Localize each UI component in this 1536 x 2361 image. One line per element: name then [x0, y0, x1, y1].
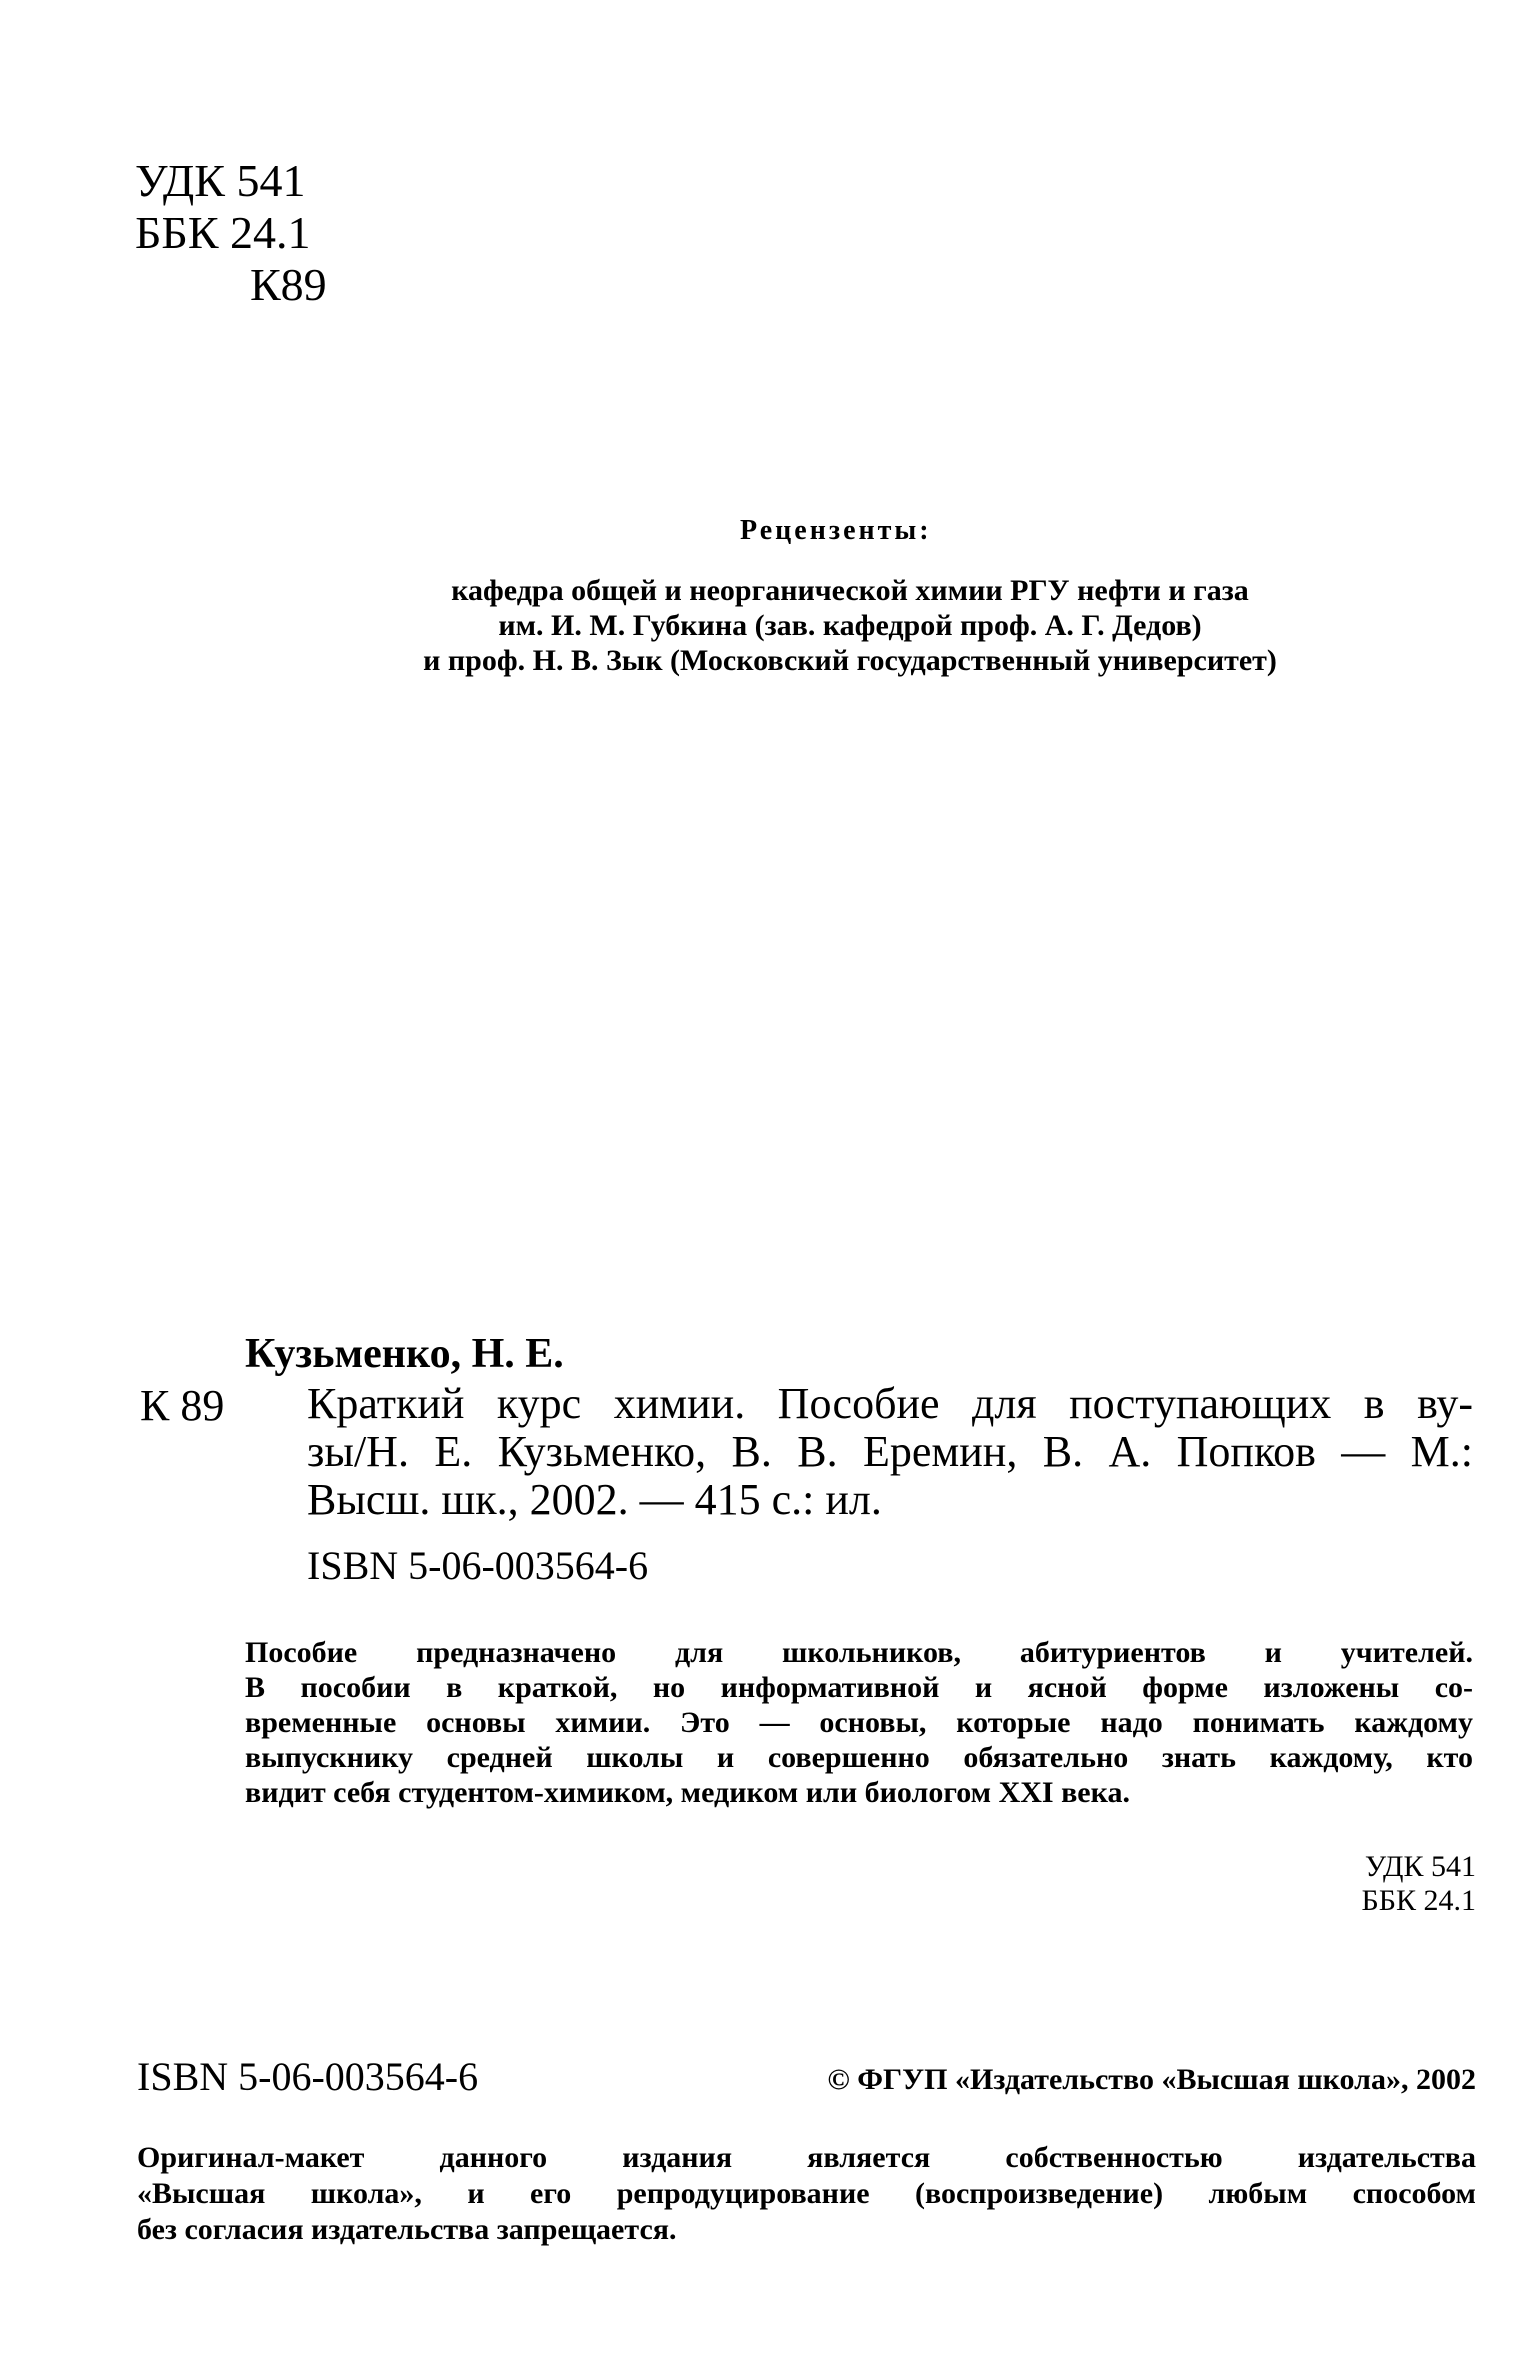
catalog-shelf-mark: К 89	[140, 1381, 225, 1430]
reviewer-line: и проф. Н. В. Зык (Московский государственный университет)	[423, 644, 1277, 677]
reviewer-line: кафедра общей и неорганической химии РГУ нефти и газа	[451, 574, 1249, 607]
catalog-entry-line: Краткий курс химии. Пособие для поступающих в ву-	[307, 1379, 1473, 1428]
rights-notice-line: «Высшая школа», и его репродуцирование (воспроизведение) любым способом	[137, 2177, 1476, 2210]
abstract-line: временные основы химии. Это — основы, которые надо понимать каждому	[245, 1706, 1473, 1739]
abstract-line: выпускнику средней школы и совершенно обязательно знать каждому, кто	[245, 1741, 1473, 1774]
footer-isbn: ISBN 5-06-003564-6	[137, 2054, 479, 2099]
classification-block-bottom	[1320, 1850, 1476, 1918]
reviewers-title: Рецензенты:	[740, 515, 932, 546]
abstract	[245, 1635, 1473, 1810]
rights-notice-line: Оригинал-макет данного издания является собственностью издательства	[137, 2141, 1476, 2174]
reviewers-list	[330, 573, 1370, 678]
abstract-line: видит себя студентом-химиком, медиком или биологом XXI века.	[245, 1776, 1130, 1809]
udk-code-bottom: УДК 541	[1364, 1850, 1476, 1883]
author-mark: К89	[250, 259, 327, 310]
rights-notice-line: без согласия издательства запрещается.	[137, 2213, 677, 2246]
bbk-code: ББК 24.1	[135, 207, 311, 258]
copyright-notice: © ФГУП «Издательство «Высшая школа», 2002	[827, 2063, 1476, 2096]
classification-block-top	[135, 155, 327, 311]
catalog-entry-line: Высш. шк., 2002. — 415 с.: ил.	[307, 1475, 882, 1524]
catalog-isbn: ISBN 5-06-003564-6	[307, 1543, 649, 1588]
catalog-author: Кузьменко, Н. Е.	[245, 1331, 564, 1377]
bbk-code-bottom: ББК 24.1	[1361, 1884, 1476, 1917]
abstract-line: В пособии в краткой, но информативной и ясной форме изложены со-	[245, 1671, 1473, 1704]
catalog-entry-line: зы/Н. Е. Кузьменко, В. В. Еремин, В. А. Попков — М.:	[307, 1427, 1473, 1476]
abstract-line: Пособие предназначено для школьников, абитуриентов и учителей.	[245, 1636, 1473, 1669]
rights-notice	[137, 2140, 1476, 2248]
udk-code: УДК 541	[135, 155, 306, 206]
catalog-entry	[307, 1380, 1473, 1524]
reviewer-line: им. И. М. Губкина (зав. кафедрой проф. А. Г. Дедов)	[498, 609, 1202, 642]
